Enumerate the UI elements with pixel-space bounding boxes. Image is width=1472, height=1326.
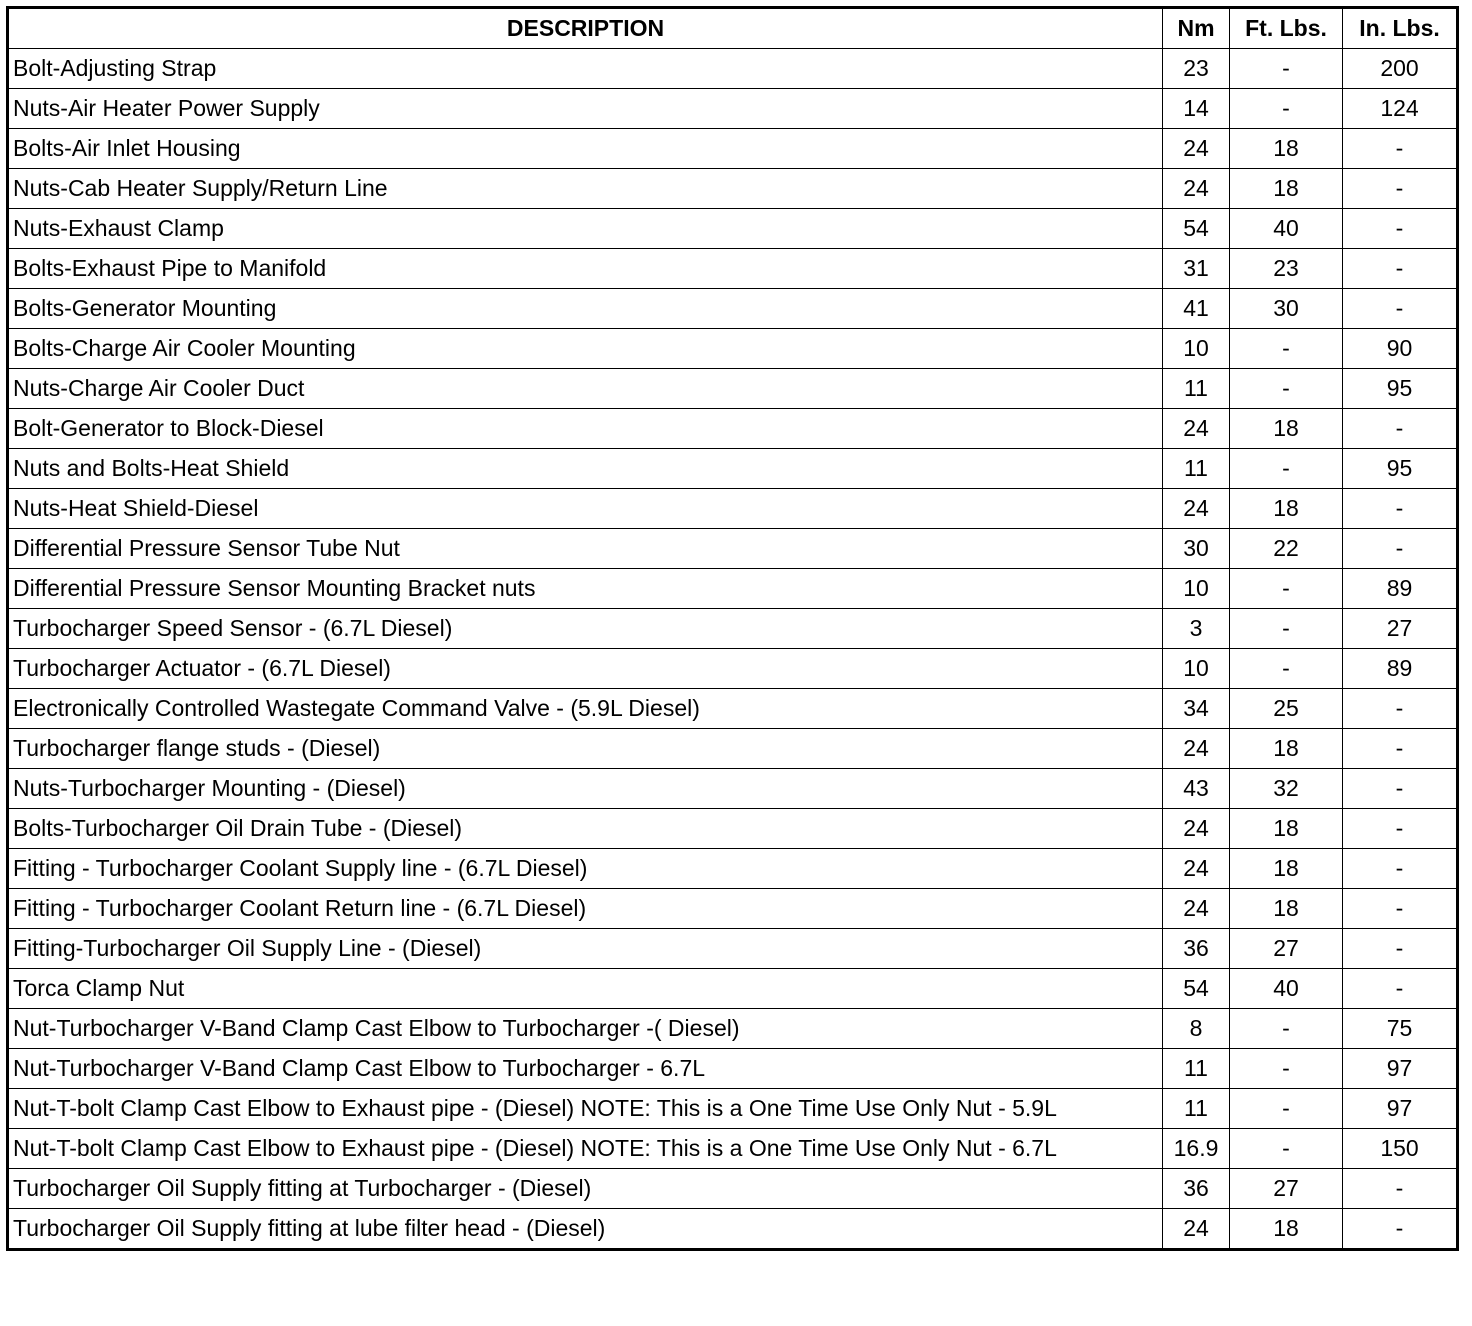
- table-row: [8, 409, 1458, 449]
- cell-in-lbs: 97: [1343, 1089, 1458, 1129]
- table-row: [8, 889, 1458, 929]
- cell-ft-lbs: -: [1230, 49, 1343, 89]
- cell-nm: 10: [1163, 329, 1230, 369]
- cell-ft-lbs: 22: [1230, 529, 1343, 569]
- cell-ft-lbs: 40: [1230, 969, 1343, 1009]
- table-row: [8, 1009, 1458, 1049]
- table-row: [8, 489, 1458, 529]
- cell-description: Bolts-Charge Air Cooler Mounting: [8, 329, 1163, 369]
- table-row: [8, 929, 1458, 969]
- cell-ft-lbs: -: [1230, 89, 1343, 129]
- cell-nm: 54: [1163, 209, 1230, 249]
- cell-description: Bolts-Exhaust Pipe to Manifold: [8, 249, 1163, 289]
- cell-in-lbs: 90: [1343, 329, 1458, 369]
- cell-ft-lbs: -: [1230, 449, 1343, 489]
- cell-ft-lbs: -: [1230, 1049, 1343, 1089]
- cell-description: Turbocharger Oil Supply fitting at Turbocharger - (Diesel): [8, 1169, 1163, 1209]
- table-header: [8, 8, 1458, 49]
- cell-nm: 24: [1163, 849, 1230, 889]
- table-row: [8, 369, 1458, 409]
- cell-description: Bolt-Generator to Block-Diesel: [8, 409, 1163, 449]
- header-ft-lbs: Ft. Lbs.: [1230, 8, 1343, 49]
- cell-in-lbs: -: [1343, 169, 1458, 209]
- cell-ft-lbs: -: [1230, 609, 1343, 649]
- cell-description: Turbocharger flange studs - (Diesel): [8, 729, 1163, 769]
- cell-nm: 41: [1163, 289, 1230, 329]
- table-body: [8, 49, 1458, 1250]
- cell-nm: 24: [1163, 1209, 1230, 1250]
- cell-ft-lbs: 18: [1230, 889, 1343, 929]
- cell-description: Nut-T-bolt Clamp Cast Elbow to Exhaust pipe - (Diesel) NOTE: This is a One Time Use Only Nut - 6.7L: [8, 1129, 1163, 1169]
- cell-nm: 10: [1163, 569, 1230, 609]
- table-row: [8, 849, 1458, 889]
- cell-nm: 24: [1163, 809, 1230, 849]
- cell-description: Nuts-Heat Shield-Diesel: [8, 489, 1163, 529]
- cell-ft-lbs: 18: [1230, 849, 1343, 889]
- cell-nm: 30: [1163, 529, 1230, 569]
- cell-in-lbs: 97: [1343, 1049, 1458, 1089]
- cell-nm: 24: [1163, 129, 1230, 169]
- table-row: [8, 209, 1458, 249]
- table-row: [8, 329, 1458, 369]
- cell-nm: 11: [1163, 1089, 1230, 1129]
- cell-ft-lbs: 27: [1230, 929, 1343, 969]
- cell-in-lbs: -: [1343, 889, 1458, 929]
- cell-in-lbs: -: [1343, 809, 1458, 849]
- cell-ft-lbs: 18: [1230, 729, 1343, 769]
- table-row: [8, 689, 1458, 729]
- table-row: [8, 449, 1458, 489]
- cell-nm: 23: [1163, 49, 1230, 89]
- cell-description: Nut-T-bolt Clamp Cast Elbow to Exhaust pipe - (Diesel) NOTE: This is a One Time Use Only Nut - 5.9L: [8, 1089, 1163, 1129]
- table-row: [8, 289, 1458, 329]
- cell-in-lbs: -: [1343, 769, 1458, 809]
- header-in-lbs: In. Lbs.: [1343, 8, 1458, 49]
- cell-description: Turbocharger Speed Sensor - (6.7L Diesel): [8, 609, 1163, 649]
- cell-in-lbs: -: [1343, 129, 1458, 169]
- cell-in-lbs: -: [1343, 1169, 1458, 1209]
- cell-ft-lbs: 18: [1230, 1209, 1343, 1250]
- cell-in-lbs: -: [1343, 849, 1458, 889]
- cell-in-lbs: 124: [1343, 89, 1458, 129]
- table-row: [8, 49, 1458, 89]
- cell-ft-lbs: -: [1230, 649, 1343, 689]
- cell-ft-lbs: 18: [1230, 409, 1343, 449]
- cell-description: Torca Clamp Nut: [8, 969, 1163, 1009]
- cell-ft-lbs: 27: [1230, 1169, 1343, 1209]
- cell-description: Nuts and Bolts-Heat Shield: [8, 449, 1163, 489]
- table-row: [8, 1169, 1458, 1209]
- cell-in-lbs: 27: [1343, 609, 1458, 649]
- header-nm: Nm: [1163, 8, 1230, 49]
- table-row: [8, 769, 1458, 809]
- cell-in-lbs: 89: [1343, 649, 1458, 689]
- cell-in-lbs: -: [1343, 409, 1458, 449]
- cell-in-lbs: -: [1343, 529, 1458, 569]
- cell-nm: 8: [1163, 1009, 1230, 1049]
- table-row: [8, 609, 1458, 649]
- table-row: [8, 809, 1458, 849]
- cell-in-lbs: -: [1343, 249, 1458, 289]
- table-row: [8, 1129, 1458, 1169]
- cell-description: Nuts-Exhaust Clamp: [8, 209, 1163, 249]
- cell-in-lbs: -: [1343, 209, 1458, 249]
- cell-in-lbs: 200: [1343, 49, 1458, 89]
- cell-nm: 11: [1163, 1049, 1230, 1089]
- cell-in-lbs: -: [1343, 729, 1458, 769]
- cell-in-lbs: 95: [1343, 369, 1458, 409]
- cell-description: Turbocharger Oil Supply fitting at lube filter head - (Diesel): [8, 1209, 1163, 1250]
- table-row: [8, 969, 1458, 1009]
- cell-nm: 43: [1163, 769, 1230, 809]
- cell-nm: 24: [1163, 409, 1230, 449]
- cell-description: Electronically Controlled Wastegate Command Valve - (5.9L Diesel): [8, 689, 1163, 729]
- table-row: [8, 129, 1458, 169]
- table-row: [8, 1049, 1458, 1089]
- cell-description: Fitting - Turbocharger Coolant Supply line - (6.7L Diesel): [8, 849, 1163, 889]
- cell-in-lbs: -: [1343, 1209, 1458, 1250]
- cell-ft-lbs: -: [1230, 1089, 1343, 1129]
- cell-description: Nuts-Air Heater Power Supply: [8, 89, 1163, 129]
- header-row: [8, 8, 1458, 49]
- cell-in-lbs: -: [1343, 689, 1458, 729]
- header-description: DESCRIPTION: [8, 8, 1163, 49]
- cell-description: Fitting-Turbocharger Oil Supply Line - (Diesel): [8, 929, 1163, 969]
- cell-nm: 10: [1163, 649, 1230, 689]
- cell-description: Bolts-Turbocharger Oil Drain Tube - (Diesel): [8, 809, 1163, 849]
- cell-nm: 14: [1163, 89, 1230, 129]
- cell-description: Fitting - Turbocharger Coolant Return line - (6.7L Diesel): [8, 889, 1163, 929]
- cell-nm: 54: [1163, 969, 1230, 1009]
- cell-description: Nuts-Cab Heater Supply/Return Line: [8, 169, 1163, 209]
- cell-description: Nuts-Turbocharger Mounting - (Diesel): [8, 769, 1163, 809]
- cell-ft-lbs: 32: [1230, 769, 1343, 809]
- cell-ft-lbs: -: [1230, 569, 1343, 609]
- cell-nm: 24: [1163, 489, 1230, 529]
- cell-nm: 34: [1163, 689, 1230, 729]
- torque-spec-table: [6, 6, 1459, 1251]
- cell-nm: 11: [1163, 369, 1230, 409]
- cell-in-lbs: 95: [1343, 449, 1458, 489]
- cell-nm: 3: [1163, 609, 1230, 649]
- cell-in-lbs: -: [1343, 969, 1458, 1009]
- cell-in-lbs: 75: [1343, 1009, 1458, 1049]
- cell-ft-lbs: 18: [1230, 169, 1343, 209]
- table-row: [8, 649, 1458, 689]
- cell-description: Turbocharger Actuator - (6.7L Diesel): [8, 649, 1163, 689]
- cell-nm: 24: [1163, 729, 1230, 769]
- table-row: [8, 1089, 1458, 1129]
- cell-description: Nut-Turbocharger V-Band Clamp Cast Elbow to Turbocharger -( Diesel): [8, 1009, 1163, 1049]
- cell-description: Nuts-Charge Air Cooler Duct: [8, 369, 1163, 409]
- cell-nm: 24: [1163, 169, 1230, 209]
- cell-ft-lbs: 18: [1230, 489, 1343, 529]
- table-row: [8, 569, 1458, 609]
- cell-description: Differential Pressure Sensor Mounting Bracket nuts: [8, 569, 1163, 609]
- cell-ft-lbs: 23: [1230, 249, 1343, 289]
- cell-ft-lbs: -: [1230, 1009, 1343, 1049]
- cell-nm: 36: [1163, 1169, 1230, 1209]
- cell-ft-lbs: 18: [1230, 809, 1343, 849]
- cell-in-lbs: -: [1343, 489, 1458, 529]
- cell-nm: 11: [1163, 449, 1230, 489]
- cell-in-lbs: -: [1343, 289, 1458, 329]
- cell-description: Bolt-Adjusting Strap: [8, 49, 1163, 89]
- cell-in-lbs: 150: [1343, 1129, 1458, 1169]
- cell-ft-lbs: 18: [1230, 129, 1343, 169]
- table-row: [8, 729, 1458, 769]
- table-row: [8, 1209, 1458, 1250]
- cell-in-lbs: -: [1343, 929, 1458, 969]
- cell-ft-lbs: -: [1230, 369, 1343, 409]
- cell-description: Bolts-Generator Mounting: [8, 289, 1163, 329]
- cell-description: Differential Pressure Sensor Tube Nut: [8, 529, 1163, 569]
- cell-ft-lbs: 40: [1230, 209, 1343, 249]
- table-row: [8, 169, 1458, 209]
- cell-description: Bolts-Air Inlet Housing: [8, 129, 1163, 169]
- cell-nm: 16.9: [1163, 1129, 1230, 1169]
- table-row: [8, 529, 1458, 569]
- cell-nm: 24: [1163, 889, 1230, 929]
- table-row: [8, 249, 1458, 289]
- cell-ft-lbs: -: [1230, 1129, 1343, 1169]
- cell-ft-lbs: -: [1230, 329, 1343, 369]
- cell-in-lbs: 89: [1343, 569, 1458, 609]
- cell-description: Nut-Turbocharger V-Band Clamp Cast Elbow to Turbocharger - 6.7L: [8, 1049, 1163, 1089]
- table-row: [8, 89, 1458, 129]
- cell-nm: 36: [1163, 929, 1230, 969]
- cell-ft-lbs: 25: [1230, 689, 1343, 729]
- cell-nm: 31: [1163, 249, 1230, 289]
- cell-ft-lbs: 30: [1230, 289, 1343, 329]
